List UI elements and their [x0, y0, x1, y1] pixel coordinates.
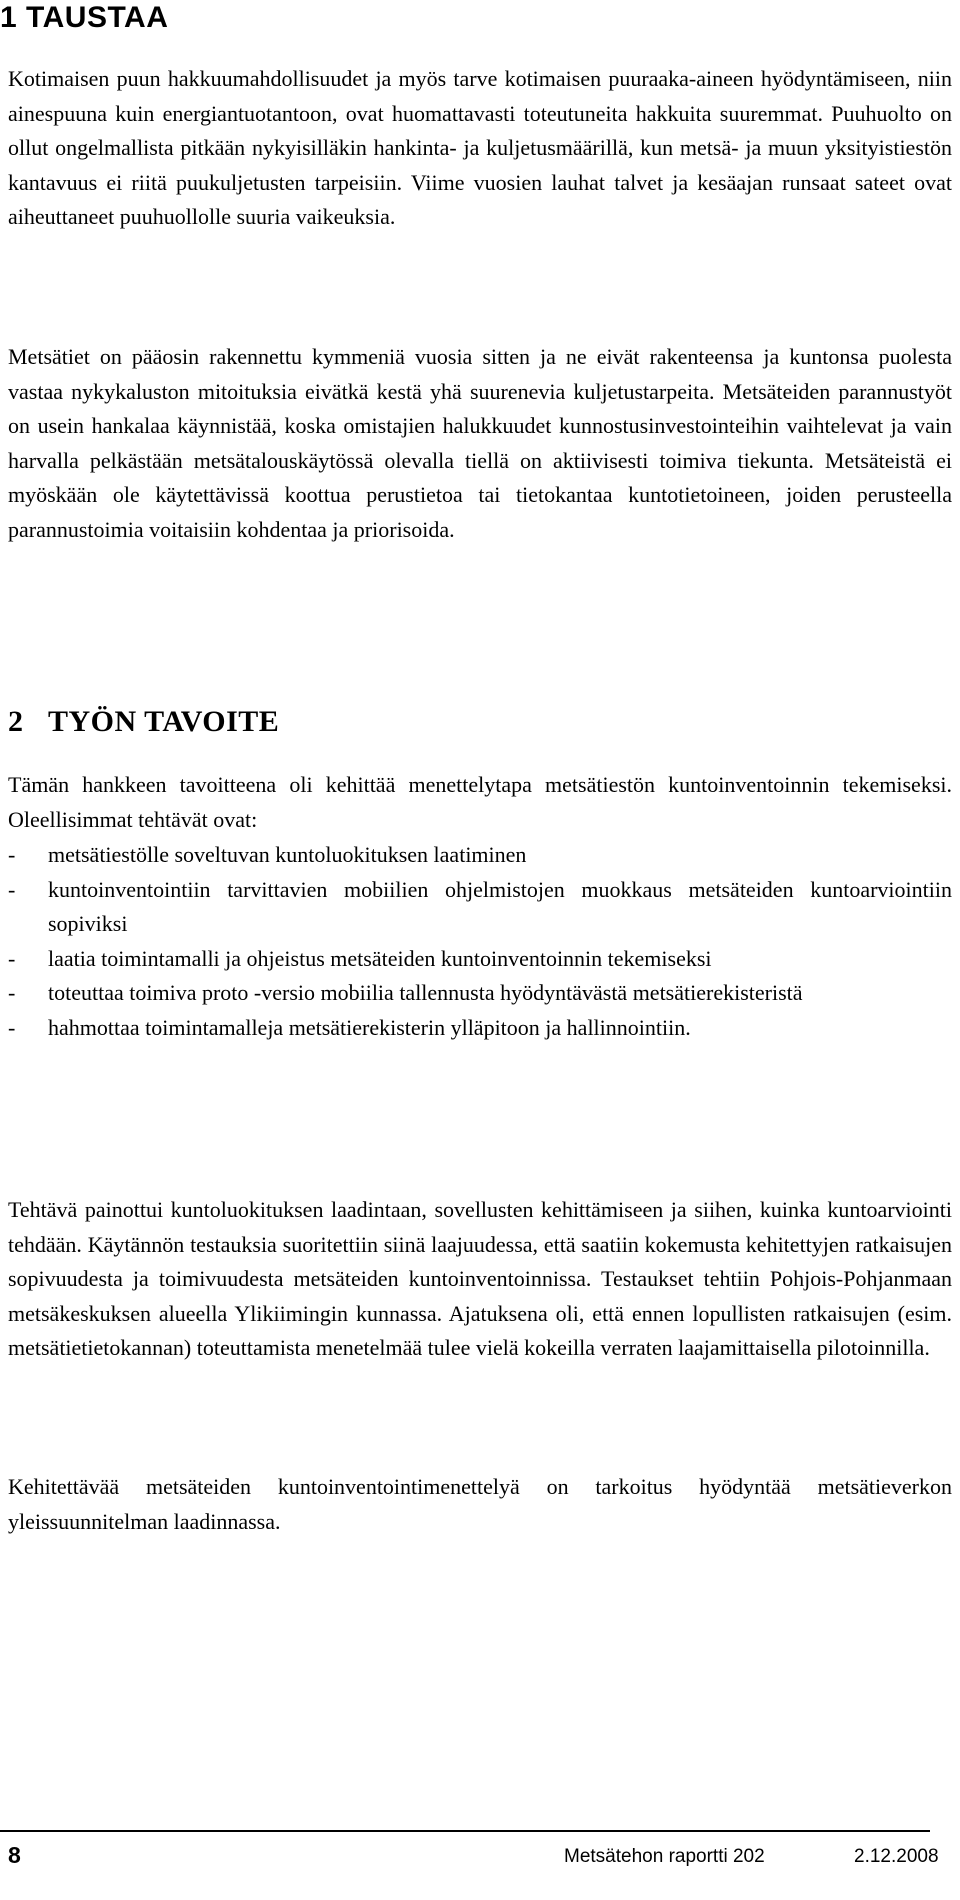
list-item: [8, 942, 952, 977]
list-item: [8, 873, 952, 942]
footer-date: 2.12.2008: [854, 1846, 939, 1867]
list-bullet: -: [8, 945, 16, 971]
list-item: [8, 1011, 952, 1046]
task-list: [8, 838, 952, 1045]
list-bullet: -: [8, 980, 16, 1005]
list-bullet: -: [8, 1014, 16, 1040]
footer-divider: [0, 1830, 930, 1832]
section-2-heading: [8, 704, 279, 740]
section-2-paragraph-1: Tehtävä painottui kuntoluokituksen laadintaan, sovellusten kehittämiseen ja siihen, kuinka kuntoarviointi tehdään. Käytännön testauksia suoritettiin siinä laajuudessa, että saatiin kokemusta kehitettyjen ratkaisujen sopivuudesta ja toimivuudesta metsäteiden kuntoinventoinnissa. Testaukset tehtiin Pohjois-Pohjanmaan metsäkeskuksen alueella Ylikiimingin kunnassa. Ajatuksena oli, että ennen lopullisten ratkaisujen (esim. metsätietietokannan) toteuttamista menetelmää tulee vielä kokeilla verraten laajamittaisella pilotoinnilla.: [8, 1197, 952, 1360]
list-item-text: hahmottaa toimintamalleja metsätierekisterin ylläpitoon ja hallinnointiin.: [48, 1014, 691, 1040]
footer-publication-title: Metsätehon raportti 202: [564, 1846, 765, 1867]
section-2-paragraph-2: Kehitettävää metsäteiden kuntoinventointimenettelyä on tarkoitus hyödyntää metsätieverkon yleissuunnitelman laadinnassa.: [8, 1474, 952, 1534]
footer-page-number: 8: [8, 1842, 21, 1868]
list-item: [8, 838, 952, 873]
list-item: [8, 976, 952, 1011]
list-item-text: metsätiestölle soveltuvan kuntoluokituksen laatiminen: [48, 842, 527, 867]
section-2-number: 2: [8, 705, 24, 738]
section-2-intro: Tämän hankkeen tavoitteena oli kehittää menettelytapa metsätiestön kuntoinventoinnin tekemiseksi. Oleellisimmat tehtävät ovat:: [8, 772, 952, 832]
section-1-heading: 1 TAUSTAA: [0, 1, 169, 34]
list-bullet: -: [8, 842, 16, 867]
list-item-text: kuntoinventointiin tarvittavien mobiilien ohjelmistojen muokkaus metsäteiden kuntoarviointiin sopiviksi: [48, 876, 952, 936]
list-item-text: laatia toimintamalli ja ohjeistus metsäteiden kuntoinventoinnin tekemiseksi: [48, 945, 712, 971]
section-2-title: TYÖN TAVOITE: [48, 705, 280, 738]
list-item-text: toteuttaa toimiva proto -versio mobiilia tallennusta hyödyntävästä metsätierekisteristä: [48, 980, 803, 1005]
section-1-paragraph-2: Metsätiet on pääosin rakennettu kymmeniä vuosia sitten ja ne eivät rakenteensa ja kuntonsa puolesta vastaa nykykaluston mitoituksia eivätkä kestä yhä suurenevia kuljetustarpeita. Metsäteiden parannustyöt on usein hankalaa käynnistää, koska omistajien halukkuudet kunnostusinvestointeihin vaihtelevat ja vain harvalla pelkästään metsätalouskäytössä olevalla tiellä on aktiivisesti toimiva tiekunta. Metsäteistä ei myöskään ole käytettävissä koottua perustietoa tai tietokantaa kuntotietoineen, joiden perusteella parannustoimia voitaisiin kohdentaa ja priorisoida.: [8, 344, 952, 542]
section-1-paragraph-1: Kotimaisen puun hakkuumahdollisuudet ja myös tarve kotimaisen puuraaka-aineen hyödyntämiseen, niin ainespuuna kuin energiantuotantoon, ovat huomattavasti toteutuneita hakkuita suuremmat. Puuhuolto on ollut ongelmallista pitkään nykyisilläkin hankinta- ja kuljetusmäärillä, kun metsä- ja muun yksityistiestön kantavuus ei riitä puukuljetusten tarpeisiin. Viime vuosien lauhat talvet ja kesäajan runsaat sateet ovat aiheuttaneet puuhuollolle suuria vaikeuksia.: [8, 66, 952, 229]
list-bullet: -: [8, 876, 16, 902]
